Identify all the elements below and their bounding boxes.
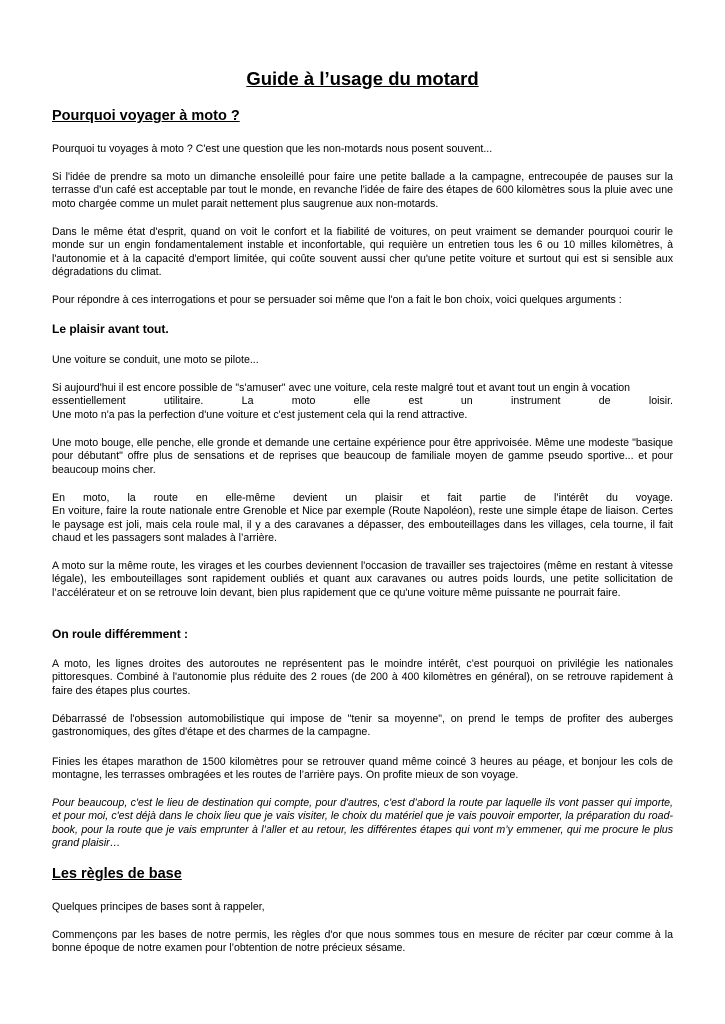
- paragraph: [52, 492, 673, 546]
- subsection-heading-pleasure: Le plaisir avant tout.: [52, 322, 169, 336]
- paragraph: Pourquoi tu voyages à moto ? C'est une question que les non-motards nous posent souvent...: [52, 143, 493, 155]
- paragraph-line: essentiellement utilitaire. La moto elle est un instrument de loisir.: [52, 395, 673, 408]
- paragraph: Finies les étapes marathon de 1500 kilomètres pour se retrouver quand même coincé 3 heures au péage, et bonjour les cols de montagne, les terrasses ombragées et les routes de l’arrière pays. On profite mieux de son voyage.: [52, 756, 673, 782]
- paragraph: Débarrassé de l'obsession automobilistique qui impose de "tenir sa moyenne", on prend le temps de profiter des auberges gastronomiques, des gîtes d'étape et des charmes de la campagne.: [52, 713, 673, 739]
- section-heading-why-travel: Pourquoi voyager à moto ?: [52, 108, 240, 124]
- paragraph-line: En voiture, faire la route nationale entre Grenoble et Nice par exemple (Route Napoléon), reste une simple étape de liaison. Certes le paysage est joli, mais cela roule mal, il y a des caravanes a dépasser, des embouteillages dans les villages, cela tourne, il fait chaud et les passagers sont malades à l’arrière.: [52, 505, 673, 545]
- paragraph-line: En moto, la route en elle-même devient un plaisir et fait partie de l’intérêt du voyage.: [52, 492, 673, 504]
- section-heading-basic-rules: Les règles de base: [52, 866, 182, 882]
- paragraph: Une voiture se conduit, une moto se pilote...: [52, 354, 259, 366]
- paragraph: Dans le même état d'esprit, quand on voit le confort et la fiabilité de voitures, on peut vraiment se demander pourquoi courir le monde sur un engin fondamentalement instable et inconfortable, qui requière un entretien tous les 6 ou 10 milles kilomètres, à l'autonomie et à la capacité d'emport limitée, qui coûte souvent aussi cher qu'une petite voiture et surtout qui est si sensible aux dégradations du climat.: [52, 226, 673, 279]
- paragraph-line: Une moto n'a pas la perfection d'une voiture et c'est justement cela qui la rend attractive.: [52, 408, 468, 421]
- paragraph: Si l'idée de prendre sa moto un dimanche ensoleillé pour faire une petite ballade a la campagne, entrecoupée de pauses sur la terrasse d'un café est acceptable par tout le monde, en revanche l'idée de faire des étapes de 600 kilomètres sous la pluie avec une moto chargée comme un mulet parait nettement plus saugrenue aux non-motards.: [52, 171, 673, 210]
- paragraph: Une moto bouge, elle penche, elle gronde et demande une certaine expérience pour être apprivoisée. Même une modeste "basique pour débutant" offre plus de sensations et de reprises que beaucoup de familiale moyen de gamme pseudo sportive... et pour beaucoup moins cher.: [52, 437, 673, 476]
- paragraph-line: Si aujourd'hui il est encore possible de "s'amuser" avec une voiture, cela reste malgré tout et avant tout un engin à vocation: [52, 382, 631, 394]
- paragraph: Commençons par les bases de notre permis, les règles d'or que nous sommes tous en mesure de réciter par cœur comme à la bonne époque de notre examen pour l’obtention de notre précieux sésame.: [52, 929, 673, 955]
- subsection-heading-ride-differently: On roule différemment :: [52, 627, 189, 641]
- paragraph: Pour répondre à ces interrogations et pour se persuader soi même que l'on a fait le bon choix, voici quelques arguments :: [52, 294, 622, 306]
- paragraph: Quelques principes de bases sont à rappeler,: [52, 901, 265, 913]
- paragraph: A moto, les lignes droites des autoroutes ne représentent pas le moindre intérêt, c'est pourquoi on privilégie les nationales pittoresques. Combiné à l'autonomie plus réduite des 2 roues (de 200 à 400 kilomètres en général), on se retrouve rapidement à faire des étapes plus courtes.: [52, 658, 673, 697]
- paragraph-italic: Pour beaucoup, c'est le lieu de destination qui compte, pour d'autres, c'est d’abord la route par laquelle ils vont passer qui importe, et pour moi, c'est déjà dans le choix lieu que je vais visiter, le choix du matériel que je vais pouvoir emporter, la préparation du road-book, pour la route que je vais emprunter à l’aller et au retour, les différentes étapes qui vont m’y emmener, qui me procure le plus grand plaisir…: [52, 797, 673, 850]
- document-title: Guide à l’usage du motard: [246, 68, 479, 89]
- paragraph: A moto sur la même route, les virages et les courbes deviennent l'occasion de travailler ses trajectoires (même en restant à vitesse légale), les embouteillages sont rapidement oubliés et quant aux caravanes ou autres poids lourds, une petite sollicitation de l’accélérateur et on se retrouve loin devant, bien plus rapidement que ce qu'une voiture même puissante ne pourrait faire.: [52, 560, 673, 599]
- paragraph: [52, 382, 673, 422]
